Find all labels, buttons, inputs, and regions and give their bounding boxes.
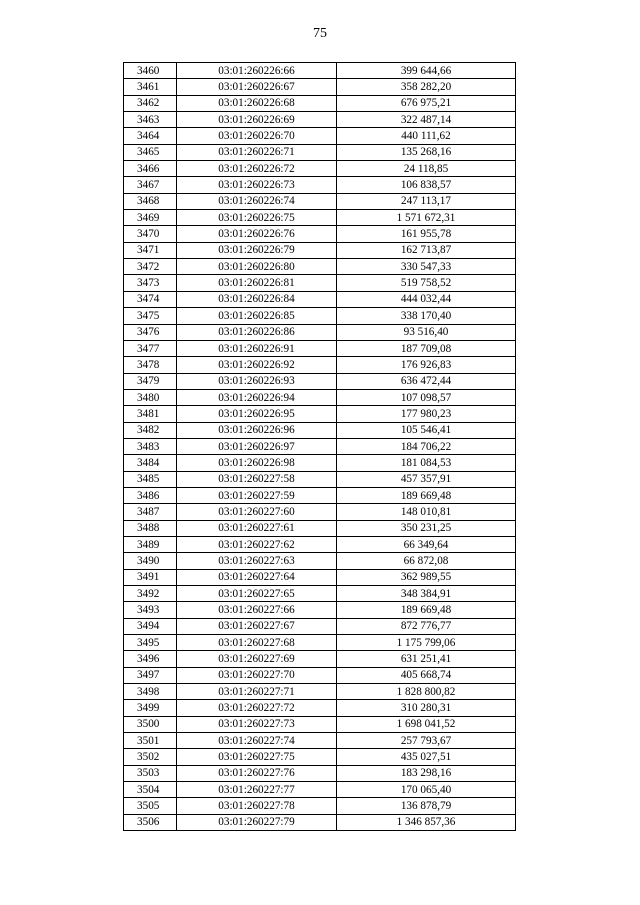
row-number-cell: 3481: [124, 406, 177, 422]
cadastral-value-cell: 405 668,74: [337, 667, 516, 683]
row-number-cell: 3477: [124, 340, 177, 356]
cadastral-value-cell: 440 111,62: [337, 128, 516, 144]
cadastral-number-cell: 03:01:260226:91: [177, 340, 337, 356]
table-row: [124, 324, 516, 340]
row-number-cell: 3471: [124, 242, 177, 258]
cadastral-value-cell: 676 975,21: [337, 95, 516, 111]
row-number-cell: 3474: [124, 291, 177, 307]
cadastral-value-cell: 330 547,33: [337, 259, 516, 275]
page-number: 75: [313, 26, 327, 41]
row-number-cell: 3492: [124, 586, 177, 602]
cadastral-number-cell: 03:01:260226:81: [177, 275, 337, 291]
table-row: [124, 471, 516, 487]
cadastral-value-cell: 107 098,57: [337, 389, 516, 405]
row-number-cell: 3499: [124, 700, 177, 716]
cadastral-value-cell: 135 268,16: [337, 144, 516, 160]
table-row: [124, 749, 516, 765]
row-number-cell: 3468: [124, 193, 177, 209]
table-row: [124, 798, 516, 814]
table-row: [124, 161, 516, 177]
cadastral-value-cell: 348 384,91: [337, 586, 516, 602]
cadastral-value-cell: 1 346 857,36: [337, 814, 516, 830]
row-number-cell: 3469: [124, 210, 177, 226]
row-number-cell: 3466: [124, 161, 177, 177]
row-number-cell: 3462: [124, 95, 177, 111]
cadastral-value-table: [123, 62, 516, 831]
row-number-cell: 3500: [124, 716, 177, 732]
cadastral-value-cell: 257 793,67: [337, 733, 516, 749]
table-row: [124, 340, 516, 356]
table-row: [124, 406, 516, 422]
cadastral-value-cell: 1 571 672,31: [337, 210, 516, 226]
cadastral-value-cell: 872 776,77: [337, 618, 516, 634]
table-row: [124, 177, 516, 193]
table-row: [124, 504, 516, 520]
cadastral-number-cell: 03:01:260227:68: [177, 635, 337, 651]
table-row: [124, 716, 516, 732]
cadastral-number-cell: 03:01:260227:72: [177, 700, 337, 716]
cadastral-value-cell: 519 758,52: [337, 275, 516, 291]
cadastral-value-cell: 322 487,14: [337, 112, 516, 128]
cadastral-number-cell: 03:01:260226:97: [177, 438, 337, 454]
cadastral-value-cell: 189 669,48: [337, 602, 516, 618]
table-row: [124, 618, 516, 634]
row-number-cell: 3480: [124, 389, 177, 405]
table-row: [124, 667, 516, 683]
cadastral-value-cell: 181 084,53: [337, 455, 516, 471]
cadastral-value-cell: 148 010,81: [337, 504, 516, 520]
cadastral-number-cell: 03:01:260227:74: [177, 733, 337, 749]
cadastral-value-cell: 24 118,85: [337, 161, 516, 177]
cadastral-value-cell: 636 472,44: [337, 373, 516, 389]
cadastral-number-cell: 03:01:260226:98: [177, 455, 337, 471]
cadastral-value-cell: 350 231,25: [337, 520, 516, 536]
row-number-cell: 3497: [124, 667, 177, 683]
row-number-cell: 3464: [124, 128, 177, 144]
cadastral-number-cell: 03:01:260226:94: [177, 389, 337, 405]
row-number-cell: 3473: [124, 275, 177, 291]
row-number-cell: 3483: [124, 438, 177, 454]
table-row: [124, 438, 516, 454]
cadastral-number-cell: 03:01:260226:79: [177, 242, 337, 258]
row-number-cell: 3485: [124, 471, 177, 487]
table-row: [124, 487, 516, 503]
table-row: [124, 765, 516, 781]
cadastral-number-cell: 03:01:260227:76: [177, 765, 337, 781]
table-row: [124, 95, 516, 111]
cadastral-value-cell: 187 709,08: [337, 340, 516, 356]
row-number-cell: 3505: [124, 798, 177, 814]
cadastral-number-cell: 03:01:260227:79: [177, 814, 337, 830]
cadastral-value-cell: 1 828 800,82: [337, 684, 516, 700]
cadastral-value-cell: 161 955,78: [337, 226, 516, 242]
cadastral-value-cell: 1 698 041,52: [337, 716, 516, 732]
row-number-cell: 3495: [124, 635, 177, 651]
cadastral-number-cell: 03:01:260226:70: [177, 128, 337, 144]
row-number-cell: 3486: [124, 487, 177, 503]
cadastral-value-cell: 177 980,23: [337, 406, 516, 422]
table-row: [124, 193, 516, 209]
cadastral-number-cell: 03:01:260226:67: [177, 79, 337, 95]
cadastral-value-cell: 435 027,51: [337, 749, 516, 765]
cadastral-number-cell: 03:01:260226:80: [177, 259, 337, 275]
table-row: [124, 586, 516, 602]
cadastral-value-cell: 184 706,22: [337, 438, 516, 454]
table-row: [124, 226, 516, 242]
cadastral-number-cell: 03:01:260226:72: [177, 161, 337, 177]
cadastral-number-cell: 03:01:260226:76: [177, 226, 337, 242]
cadastral-number-cell: 03:01:260226:92: [177, 357, 337, 373]
cadastral-number-cell: 03:01:260226:93: [177, 373, 337, 389]
row-number-cell: 3470: [124, 226, 177, 242]
cadastral-value-cell: 631 251,41: [337, 651, 516, 667]
cadastral-value-cell: 1 175 799,06: [337, 635, 516, 651]
table-row: [124, 128, 516, 144]
cadastral-number-cell: 03:01:260227:75: [177, 749, 337, 765]
table-row: [124, 144, 516, 160]
cadastral-number-cell: 03:01:260227:73: [177, 716, 337, 732]
row-number-cell: 3491: [124, 569, 177, 585]
cadastral-number-cell: 03:01:260227:59: [177, 487, 337, 503]
table-row: [124, 422, 516, 438]
table-row: [124, 291, 516, 307]
table-row: [124, 242, 516, 258]
table-row: [124, 275, 516, 291]
cadastral-value-cell: 93 516,40: [337, 324, 516, 340]
table-row: [124, 700, 516, 716]
cadastral-number-cell: 03:01:260226:66: [177, 63, 337, 79]
cadastral-number-cell: 03:01:260227:77: [177, 782, 337, 798]
row-number-cell: 3487: [124, 504, 177, 520]
row-number-cell: 3498: [124, 684, 177, 700]
cadastral-value-cell: 66 349,64: [337, 536, 516, 552]
table-row: [124, 635, 516, 651]
row-number-cell: 3475: [124, 308, 177, 324]
row-number-cell: 3502: [124, 749, 177, 765]
cadastral-number-cell: 03:01:260227:62: [177, 536, 337, 552]
cadastral-number-cell: 03:01:260226:96: [177, 422, 337, 438]
row-number-cell: 3482: [124, 422, 177, 438]
table-row: [124, 520, 516, 536]
row-number-cell: 3490: [124, 553, 177, 569]
cadastral-value-cell: 189 669,48: [337, 487, 516, 503]
cadastral-number-cell: 03:01:260227:65: [177, 586, 337, 602]
row-number-cell: 3506: [124, 814, 177, 830]
cadastral-number-cell: 03:01:260226:69: [177, 112, 337, 128]
cadastral-number-cell: 03:01:260227:60: [177, 504, 337, 520]
row-number-cell: 3465: [124, 144, 177, 160]
cadastral-value-cell: 66 872,08: [337, 553, 516, 569]
cadastral-number-cell: 03:01:260227:69: [177, 651, 337, 667]
row-number-cell: 3488: [124, 520, 177, 536]
table-row: [124, 357, 516, 373]
table-body: [124, 63, 516, 831]
cadastral-number-cell: 03:01:260226:75: [177, 210, 337, 226]
row-number-cell: 3503: [124, 765, 177, 781]
table-row: [124, 782, 516, 798]
row-number-cell: 3472: [124, 259, 177, 275]
table-row: [124, 536, 516, 552]
cadastral-value-cell: 457 357,91: [337, 471, 516, 487]
row-number-cell: 3476: [124, 324, 177, 340]
cadastral-value-cell: 106 838,57: [337, 177, 516, 193]
cadastral-number-cell: 03:01:260226:74: [177, 193, 337, 209]
table-row: [124, 308, 516, 324]
table-row: [124, 814, 516, 830]
table-row: [124, 553, 516, 569]
row-number-cell: 3501: [124, 733, 177, 749]
cadastral-number-cell: 03:01:260226:86: [177, 324, 337, 340]
table-row: [124, 210, 516, 226]
row-number-cell: 3489: [124, 536, 177, 552]
table-row: [124, 733, 516, 749]
cadastral-number-cell: 03:01:260227:61: [177, 520, 337, 536]
cadastral-value-cell: 247 113,17: [337, 193, 516, 209]
cadastral-value-cell: 105 546,41: [337, 422, 516, 438]
row-number-cell: 3460: [124, 63, 177, 79]
cadastral-number-cell: 03:01:260227:78: [177, 798, 337, 814]
row-number-cell: 3467: [124, 177, 177, 193]
cadastral-number-cell: 03:01:260227:63: [177, 553, 337, 569]
row-number-cell: 3461: [124, 79, 177, 95]
row-number-cell: 3479: [124, 373, 177, 389]
cadastral-number-cell: 03:01:260227:70: [177, 667, 337, 683]
row-number-cell: 3494: [124, 618, 177, 634]
table-row: [124, 373, 516, 389]
cadastral-value-cell: 176 926,83: [337, 357, 516, 373]
row-number-cell: 3478: [124, 357, 177, 373]
cadastral-number-cell: 03:01:260226:85: [177, 308, 337, 324]
cadastral-number-cell: 03:01:260226:84: [177, 291, 337, 307]
table-row: [124, 259, 516, 275]
cadastral-number-cell: 03:01:260227:67: [177, 618, 337, 634]
table-row: [124, 684, 516, 700]
cadastral-value-cell: 310 280,31: [337, 700, 516, 716]
row-number-cell: 3496: [124, 651, 177, 667]
cadastral-number-cell: 03:01:260226:71: [177, 144, 337, 160]
table-row: [124, 79, 516, 95]
cadastral-value-cell: 358 282,20: [337, 79, 516, 95]
table-row: [124, 569, 516, 585]
cadastral-value-cell: 444 032,44: [337, 291, 516, 307]
cadastral-number-cell: 03:01:260226:95: [177, 406, 337, 422]
cadastral-value-cell: 136 878,79: [337, 798, 516, 814]
cadastral-number-cell: 03:01:260227:64: [177, 569, 337, 585]
cadastral-value-cell: 183 298,16: [337, 765, 516, 781]
row-number-cell: 3484: [124, 455, 177, 471]
cadastral-value-cell: 170 065,40: [337, 782, 516, 798]
table-row: [124, 651, 516, 667]
cadastral-number-cell: 03:01:260227:71: [177, 684, 337, 700]
cadastral-number-cell: 03:01:260226:68: [177, 95, 337, 111]
table-row: [124, 602, 516, 618]
cadastral-value-cell: 399 644,66: [337, 63, 516, 79]
cadastral-number-cell: 03:01:260226:73: [177, 177, 337, 193]
table-row: [124, 389, 516, 405]
cadastral-value-cell: 162 713,87: [337, 242, 516, 258]
cadastral-value-cell: 362 989,55: [337, 569, 516, 585]
table-row: [124, 455, 516, 471]
row-number-cell: 3493: [124, 602, 177, 618]
row-number-cell: 3504: [124, 782, 177, 798]
cadastral-value-cell: 338 170,40: [337, 308, 516, 324]
row-number-cell: 3463: [124, 112, 177, 128]
cadastral-number-cell: 03:01:260227:58: [177, 471, 337, 487]
table-row: [124, 112, 516, 128]
cadastral-number-cell: 03:01:260227:66: [177, 602, 337, 618]
table-row: [124, 63, 516, 79]
